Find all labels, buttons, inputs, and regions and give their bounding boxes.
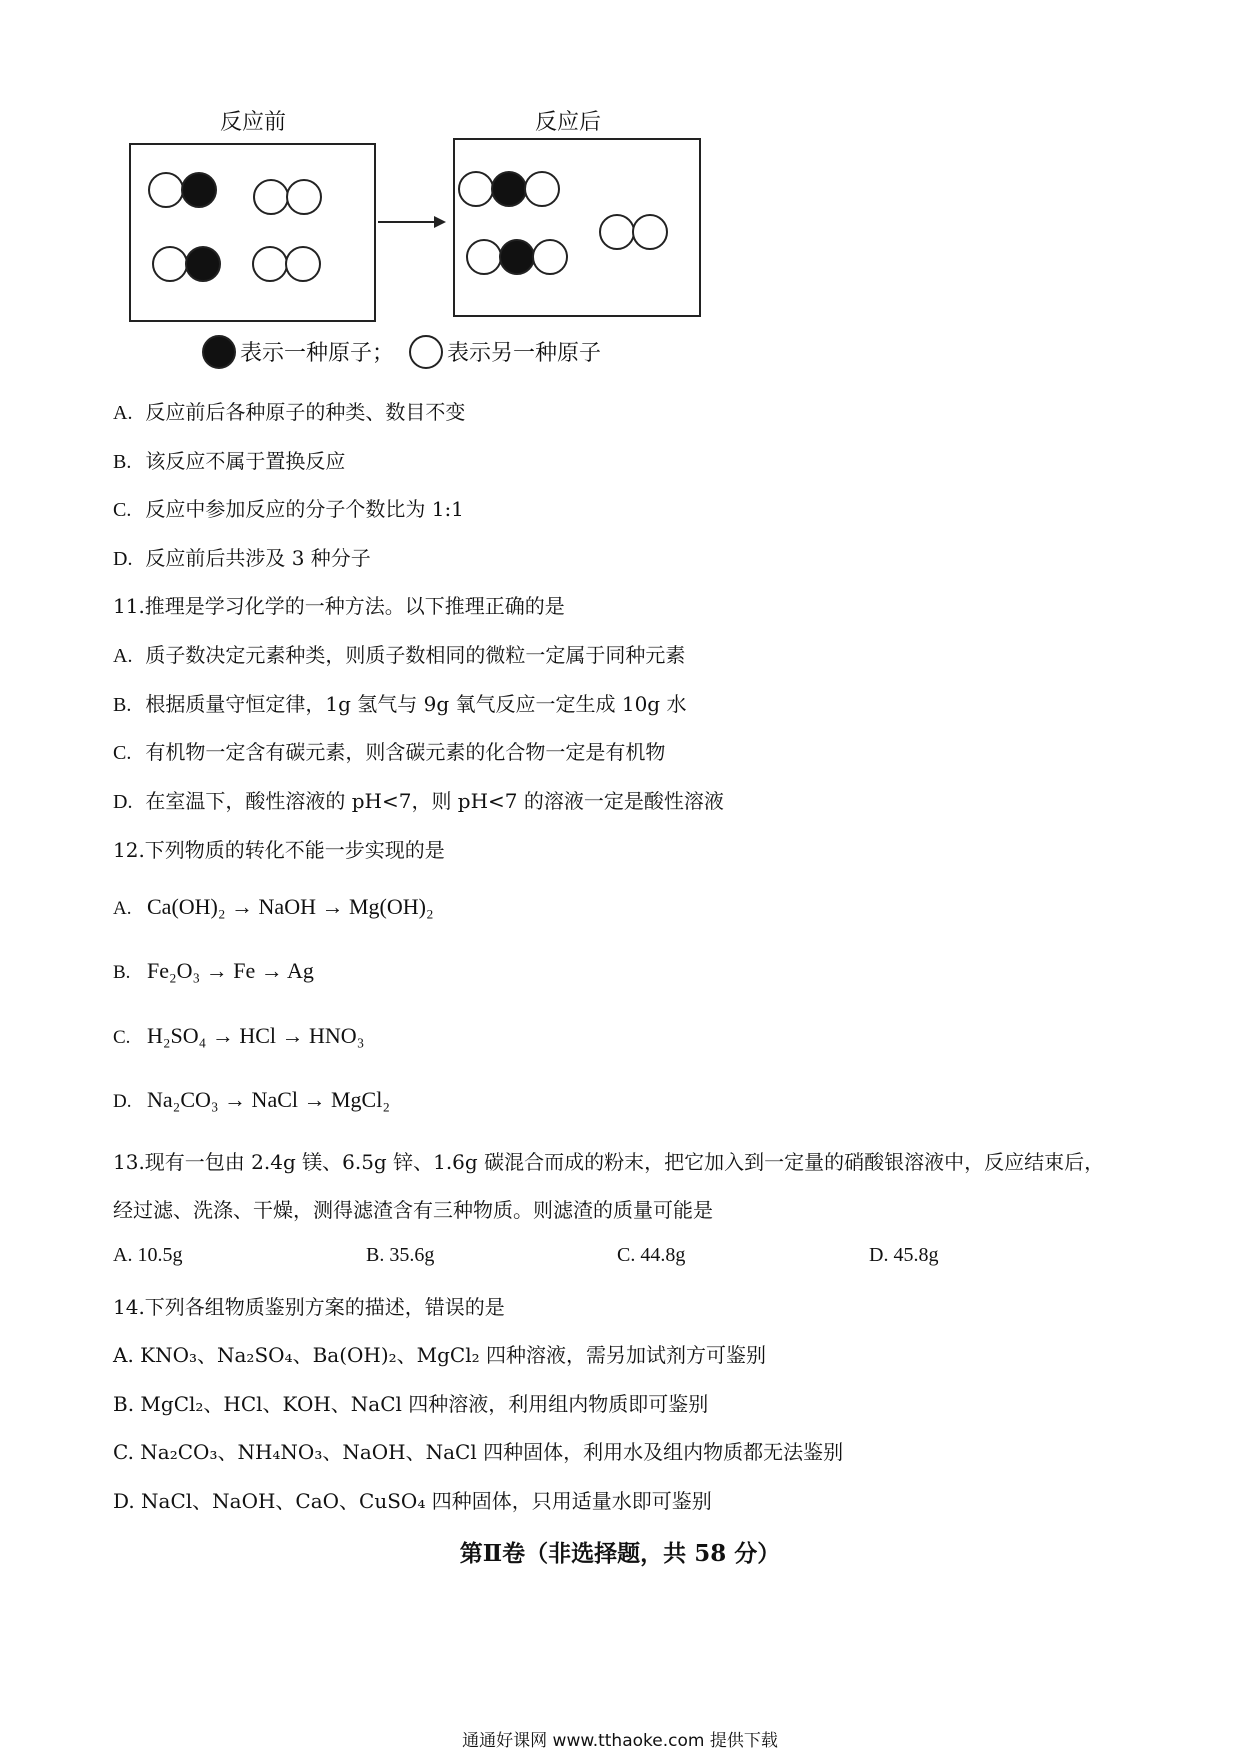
q11-stem: 11.推理是学习化学的一种方法。以下推理正确的是 (113, 594, 565, 618)
q13-stem-line2: 经过滤、洗涤、干燥，测得滤渣含有三种物质。则滤渣的质量可能是 (113, 1198, 713, 1222)
legend-empty-text: 表示另一种原子 (447, 341, 602, 366)
molecule-drawing (0, 0, 760, 380)
q14-option-c: C. Na₂CO₃、NH₄NO₃、NaOH、NaCl 四种固体，利用水及组内物质都无法鉴别 (113, 1440, 844, 1464)
q10-option-c: C. 反应中参加反应的分子个数比为 1:1 (113, 497, 464, 521)
q10-option-b: B. 该反应不属于置换反应 (113, 449, 346, 473)
q11-option-a: A. 质子数决定元素种类，则质子数相同的微粒一定属于同种元素 (113, 643, 686, 667)
q13-option-b: B. 35.6g (366, 1244, 435, 1266)
q11-option-d: D. 在室温下，酸性溶液的 pH<7，则 pH<7 的溶液一定是酸性溶液 (113, 789, 724, 813)
after-label: 反应后 (535, 110, 602, 135)
before-label: 反应前 (220, 110, 287, 135)
q13-stem-line1: 13.现有一包由 2.4g 镁、6.5g 锌、1.6g 碳混合而成的粉末，把它加入到一定量的硝酸银溶液中，反应结束后， (113, 1150, 1105, 1174)
molecule-ab2-2 (467, 240, 567, 274)
molecule-ab2-1 (459, 172, 559, 206)
q14-option-b: B. MgCl₂、HCl、KOH、NaCl 四种溶液，利用组内物质即可鉴别 (113, 1392, 709, 1416)
q12-option-d: D. Na₂CO₃ → NaCl → MgCl₂ (113, 1087, 391, 1112)
q11-option-c: C. 有机物一定含有碳元素，则含碳元素的化合物一定是有机物 (113, 740, 666, 764)
q11-option-b: B. 根据质量守恒定律，1g 氢气与 9g 氧气反应一定生成 10g 水 (113, 692, 687, 716)
q14-option-a: A. KNO₃、Na₂SO₄、Ba(OH)₂、MgCl₂ 四种溶液，需另加试剂方可鉴别 (113, 1343, 767, 1367)
q13-option-c: C. 44.8g (617, 1244, 686, 1266)
q14-option-d: D. NaCl、NaOH、CaO、CuSO₄ 四种固体，只用适量水即可鉴别 (113, 1489, 712, 1513)
q12-option-a: A. Ca(OH)₂ → NaOH → Mg(OH)₂ (113, 894, 434, 919)
filled-atom-icon (203, 336, 235, 368)
q12-option-c: C. H₂SO₄ → HCl → HNO₃ (113, 1023, 365, 1048)
molecule-ab-1 (149, 173, 216, 207)
q13-options (113, 1244, 1013, 1274)
section-title: 第Ⅱ卷（非选择题，共 58 分） (459, 1540, 781, 1567)
empty-atom-icon (410, 336, 442, 368)
molecule-b2-remaining (600, 215, 667, 249)
q12-stem: 12.下列物质的转化不能一步实现的是 (113, 838, 445, 862)
footer-watermark: 通通好课网 www.tthaoke.com 提供下载 (462, 1731, 778, 1751)
q13-option-a: A. 10.5g (113, 1244, 183, 1266)
q14-stem: 14.下列各组物质鉴别方案的描述，错误的是 (113, 1295, 505, 1319)
q10-option-a: A. 反应前后各种原子的种类、数目不变 (113, 400, 466, 424)
molecule-b2-2 (253, 247, 320, 281)
legend-filled-text: 表示一种原子； (240, 341, 395, 366)
q10-option-d: D. 反应前后共涉及 3 种分子 (113, 546, 371, 570)
q13-option-d: D. 45.8g (869, 1244, 939, 1266)
molecule-ab-2 (153, 247, 220, 281)
molecule-b2-1 (254, 180, 321, 214)
q12-option-b: B. Fe₂O₃ → Fe → Ag (113, 958, 314, 983)
